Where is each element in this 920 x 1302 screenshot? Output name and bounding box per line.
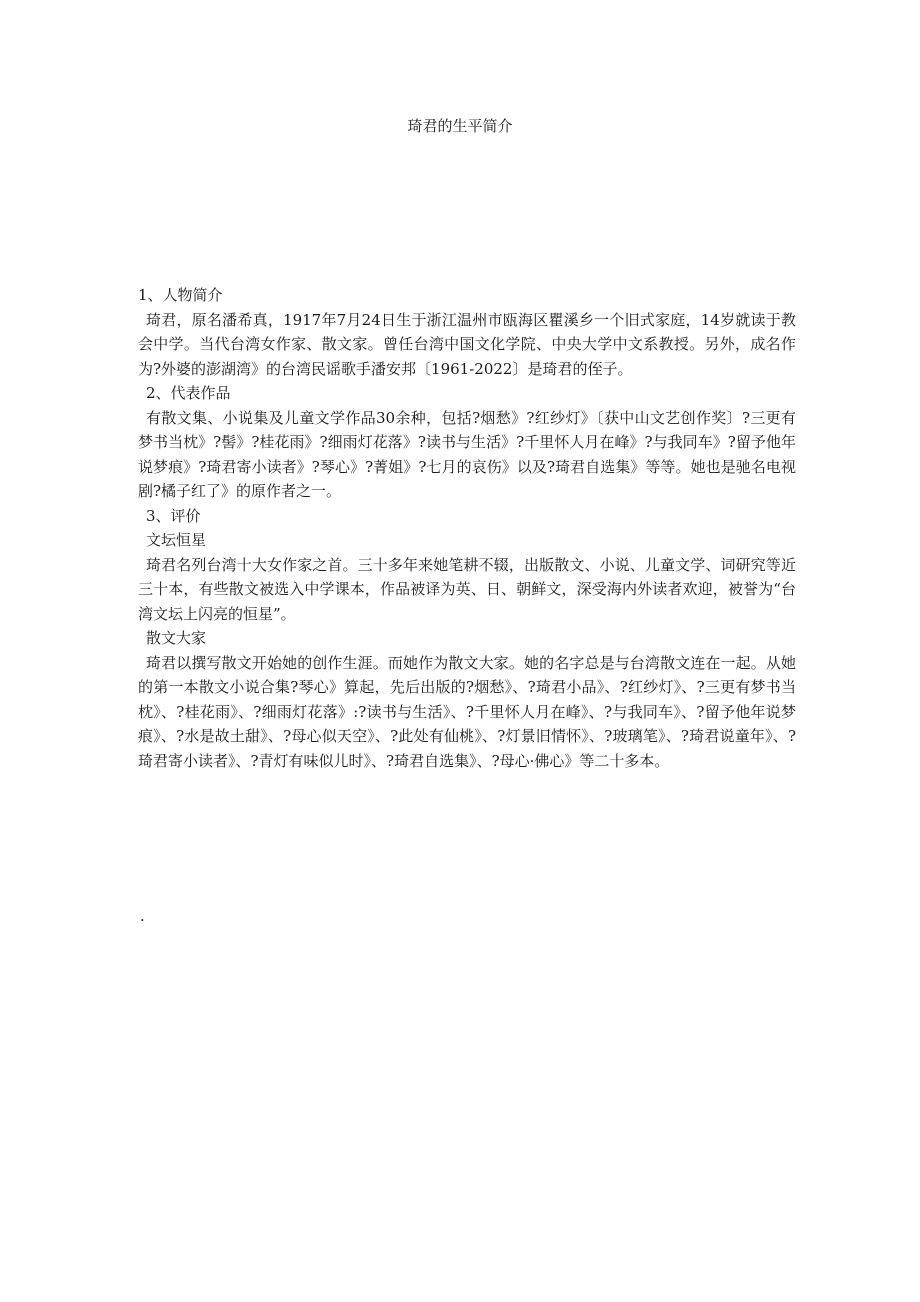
section-heading-works: 2、代表作品 [146, 384, 231, 402]
section-body-works: 有散文集、小说集及儿童文学作品30余种，包括?烟愁》?红纱灯》〔获中山文艺创作奖〕?三更有梦书当枕》?髻》?桂花雨》?细雨灯花落》?读书与生活》?千里怀人月在峰》?与我同车》?留予他年说梦痕》?琦君寄小读者》?琴心》?菁姐》?七月的哀伤》以及?琦君自选集》等等。她也是驰名电视剧?橘子红了》的原作者之一。 [138, 408, 796, 500]
trailing-mark: . [140, 907, 145, 925]
document-title: 琦君的生平简介 [407, 117, 513, 135]
subsection-body-prose-master: 琦君以撰写散文开始她的创作生涯。而她作为散文大家。她的名字总是与台湾散文连在一起。从她的第一本散文小说合集?琴心》算起，先后出版的?烟愁》、?琦君小品》、?红纱灯》、?三更有梦书当枕》、?桂花雨》、?细雨灯花落》:?读书与生活》、?千里怀人月在峰》、?与我同车》、?留予他年说梦痕》、?水是故土甜》、?母心似天空》、?此处有仙桃》、?灯景旧情怀》、?玻璃笔》、?琦君说童年》、?琦君寄小读者》、?青灯有味似儿时》、?琦君自选集》、?母心·佛心》等二十多本。 [138, 653, 796, 770]
subsection-heading-prose-master: 散文大家 [146, 629, 207, 647]
section-body-profile: 琦君，原名潘希真，1917年7月24日生于浙江温州市瓯海区瞿溪乡一个旧式家庭，14岁就读于教会中学。当代台湾女作家、散文家。曾任台湾中国文化学院、中央大学中文系教授。另外，成名作为?外婆的澎湖湾》的台湾民谣歌手潘安邦〔1961-2022〕是琦君的侄子。 [138, 310, 796, 378]
subsection-heading-literary-star: 文坛恒星 [146, 531, 207, 549]
section-heading-profile: 1、人物简介 [138, 286, 223, 304]
section-heading-evaluation: 3、评价 [146, 506, 201, 525]
document-body [138, 283, 796, 773]
subsection-body-literary-star: 琦君名列台湾十大女作家之首。三十多年来她笔耕不辍，出版散文、小说、儿童文学、词研究等近三十本，有些散文被选入中学课本，作品被译为英、日、朝鲜文，深受海内外读者欢迎，被誉为“台湾文坛上闪亮的恒星”。 [138, 555, 796, 623]
